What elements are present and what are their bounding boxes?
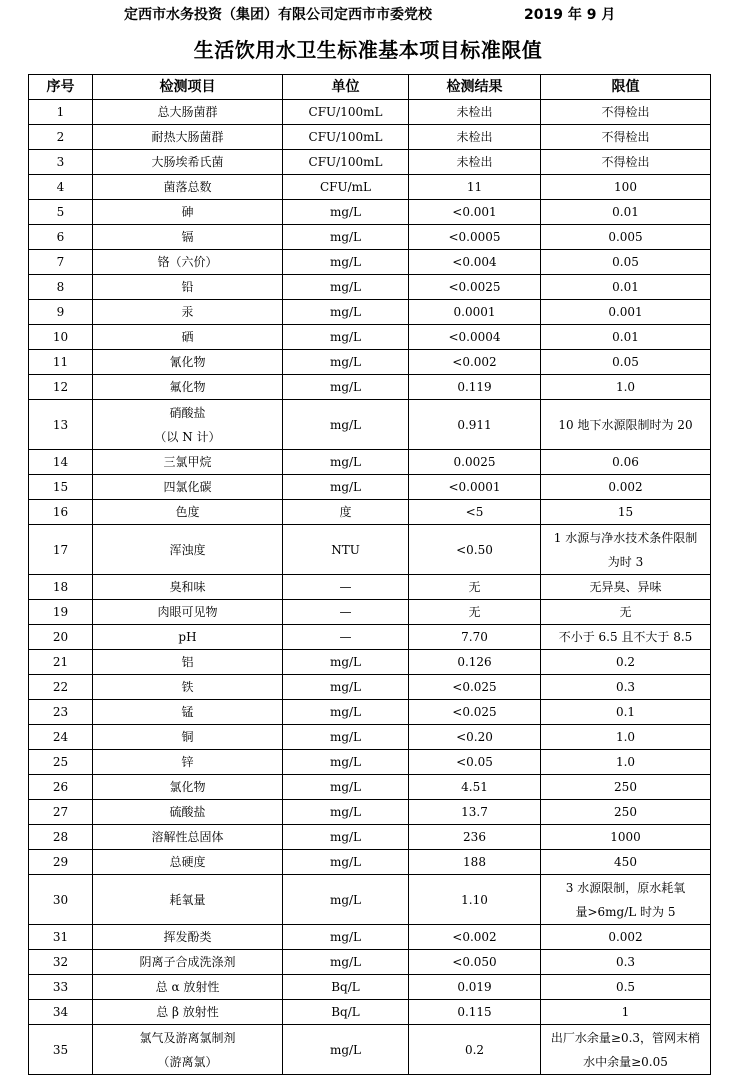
cell-item-line: 硝酸盐 <box>169 405 206 420</box>
cell-item <box>93 875 283 925</box>
cell-result: <0.0001 <box>409 475 541 500</box>
cell-limit-line: 无异臭、异味 <box>589 580 662 594</box>
cell-unit: mg/L <box>283 400 409 450</box>
cell-item <box>93 400 283 450</box>
cell-limit <box>541 125 711 150</box>
column-header-item: 检测项目 <box>93 75 283 100</box>
cell-no: 28 <box>29 825 93 850</box>
cell-limit <box>541 450 711 475</box>
cell-unit: mg/L <box>283 1025 409 1075</box>
document-header <box>0 4 736 26</box>
table-row <box>29 150 711 175</box>
cell-item-line: （以 N 计） <box>154 429 221 444</box>
cell-item <box>93 650 283 675</box>
table-row <box>29 650 711 675</box>
cell-result: 无 <box>409 600 541 625</box>
cell-no: 8 <box>29 275 93 300</box>
cell-unit: mg/L <box>283 875 409 925</box>
cell-result: <0.004 <box>409 250 541 275</box>
cell-item <box>93 1000 283 1025</box>
table-row <box>29 775 711 800</box>
cell-no: 29 <box>29 850 93 875</box>
cell-item <box>93 200 283 225</box>
cell-limit <box>541 700 711 725</box>
cell-item-line: 铜 <box>181 730 194 744</box>
cell-result: <0.50 <box>409 525 541 575</box>
cell-no: 4 <box>29 175 93 200</box>
cell-item <box>93 325 283 350</box>
table-row <box>29 250 711 275</box>
cell-result: <0.20 <box>409 725 541 750</box>
cell-unit: CFU/100mL <box>283 125 409 150</box>
cell-item <box>93 950 283 975</box>
table-row <box>29 950 711 975</box>
cell-no: 14 <box>29 450 93 475</box>
cell-no: 5 <box>29 200 93 225</box>
cell-item-line: 氯化物 <box>169 780 206 794</box>
table-row <box>29 400 711 450</box>
cell-result: <0.05 <box>409 750 541 775</box>
cell-limit <box>541 650 711 675</box>
cell-item <box>93 800 283 825</box>
cell-item-line: 锰 <box>181 705 194 719</box>
cell-item <box>93 825 283 850</box>
cell-item <box>93 175 283 200</box>
cell-item <box>93 225 283 250</box>
cell-limit-line: 1.0 <box>615 380 636 394</box>
cell-item-line: 菌落总数 <box>163 180 212 194</box>
cell-item <box>93 375 283 400</box>
cell-no: 22 <box>29 675 93 700</box>
cell-unit: mg/L <box>283 750 409 775</box>
cell-result: <0.0025 <box>409 275 541 300</box>
cell-item-line: 肉眼可见物 <box>157 605 218 619</box>
cell-result: <0.025 <box>409 700 541 725</box>
cell-unit: mg/L <box>283 650 409 675</box>
table-row <box>29 800 711 825</box>
cell-limit <box>541 825 711 850</box>
cell-item-line: 臭和味 <box>169 580 206 594</box>
cell-no: 9 <box>29 300 93 325</box>
table-row <box>29 325 711 350</box>
cell-limit <box>541 875 711 925</box>
cell-limit-line: 3 水源限制，原水耗氧 <box>565 880 686 895</box>
cell-item-line: （游离氯） <box>157 1054 218 1069</box>
cell-no: 13 <box>29 400 93 450</box>
table-row <box>29 125 711 150</box>
table-row <box>29 700 711 725</box>
cell-unit: CFU/100mL <box>283 150 409 175</box>
cell-no: 1 <box>29 100 93 125</box>
cell-unit: CFU/100mL <box>283 100 409 125</box>
cell-unit: mg/L <box>283 800 409 825</box>
cell-limit <box>541 150 711 175</box>
cell-limit-line: 0.01 <box>612 280 639 294</box>
cell-result: <0.0004 <box>409 325 541 350</box>
cell-item-line: 阴离子合成洗涤剂 <box>139 955 236 969</box>
table-row <box>29 375 711 400</box>
cell-no: 20 <box>29 625 93 650</box>
table-row <box>29 300 711 325</box>
cell-no: 6 <box>29 225 93 250</box>
cell-item <box>93 1025 283 1075</box>
cell-no: 32 <box>29 950 93 975</box>
cell-result: 0.0025 <box>409 450 541 475</box>
cell-no: 11 <box>29 350 93 375</box>
cell-limit-line: 0.05 <box>612 355 639 369</box>
cell-item-line: 镉 <box>181 230 194 244</box>
cell-no: 31 <box>29 925 93 950</box>
cell-no: 26 <box>29 775 93 800</box>
page-title: 生活饮用水卫生标准基本项目标准限值 <box>193 38 543 62</box>
cell-limit-line: 0.1 <box>615 705 636 719</box>
cell-limit <box>541 675 711 700</box>
cell-item <box>93 925 283 950</box>
cell-result: <5 <box>409 500 541 525</box>
cell-limit-line: 为时 3 <box>607 554 644 569</box>
cell-result: <0.002 <box>409 925 541 950</box>
cell-unit: — <box>283 600 409 625</box>
cell-item <box>93 525 283 575</box>
table-row <box>29 825 711 850</box>
cell-limit <box>541 225 711 250</box>
cell-item <box>93 250 283 275</box>
cell-limit <box>541 100 711 125</box>
cell-result: 无 <box>409 575 541 600</box>
table-row <box>29 1000 711 1025</box>
table-row <box>29 225 711 250</box>
cell-unit: mg/L <box>283 225 409 250</box>
cell-limit-line: 450 <box>614 855 637 869</box>
cell-limit <box>541 950 711 975</box>
cell-limit-line: 不得检出 <box>601 130 650 144</box>
cell-item-line: 氰化物 <box>169 355 206 369</box>
cell-unit: mg/L <box>283 300 409 325</box>
cell-item-line: 铅 <box>181 280 194 294</box>
cell-limit-line: 0.005 <box>608 230 643 244</box>
cell-unit: — <box>283 575 409 600</box>
cell-item <box>93 500 283 525</box>
cell-limit-line: 量>6mg/L 时为 5 <box>575 904 676 919</box>
cell-limit-line: 0.05 <box>612 255 639 269</box>
cell-limit-line: 不小于 6.5 且不大于 8.5 <box>558 630 693 644</box>
cell-limit-line: 1.0 <box>615 730 636 744</box>
cell-result: 0.911 <box>409 400 541 450</box>
cell-limit-line: 1.0 <box>615 755 636 769</box>
cell-unit: mg/L <box>283 325 409 350</box>
cell-limit-line: 1 水源与净水技术条件限制 <box>553 530 698 545</box>
cell-result: 0.126 <box>409 650 541 675</box>
table-row <box>29 475 711 500</box>
cell-limit-line: 0.01 <box>612 205 639 219</box>
cell-item <box>93 450 283 475</box>
cell-unit: mg/L <box>283 275 409 300</box>
table-row <box>29 875 711 925</box>
cell-item-line: 三氯甲烷 <box>163 455 212 469</box>
cell-no: 10 <box>29 325 93 350</box>
cell-item-line: 耗氧量 <box>169 892 206 907</box>
standards-table <box>28 74 711 1075</box>
cell-result: 7.70 <box>409 625 541 650</box>
cell-result: <0.050 <box>409 950 541 975</box>
table-body <box>29 100 711 1075</box>
cell-item <box>93 350 283 375</box>
cell-limit-line: 15 <box>617 505 634 519</box>
cell-item-line: 浑浊度 <box>169 542 206 557</box>
table-row <box>29 625 711 650</box>
cell-no: 21 <box>29 650 93 675</box>
cell-unit: mg/L <box>283 475 409 500</box>
table-row <box>29 200 711 225</box>
cell-item-line: 耐热大肠菌群 <box>151 130 224 144</box>
table-row <box>29 1025 711 1075</box>
table-row <box>29 975 711 1000</box>
cell-item-line: pH <box>178 630 197 644</box>
cell-limit <box>541 300 711 325</box>
cell-limit-line: 不得检出 <box>601 155 650 169</box>
cell-no: 33 <box>29 975 93 1000</box>
cell-item <box>93 575 283 600</box>
cell-limit <box>541 625 711 650</box>
cell-limit-line: 0.3 <box>615 955 636 969</box>
cell-limit <box>541 725 711 750</box>
cell-limit <box>541 200 711 225</box>
cell-limit-line: 不得检出 <box>601 105 650 119</box>
cell-limit-line: 250 <box>614 805 637 819</box>
table-row <box>29 450 711 475</box>
cell-item <box>93 975 283 1000</box>
cell-item <box>93 750 283 775</box>
cell-no: 15 <box>29 475 93 500</box>
cell-limit <box>541 375 711 400</box>
cell-no: 25 <box>29 750 93 775</box>
cell-item-line: 硫酸盐 <box>169 805 206 819</box>
cell-item <box>93 700 283 725</box>
cell-result: 0.0001 <box>409 300 541 325</box>
cell-limit <box>541 750 711 775</box>
cell-result: 0.2 <box>409 1025 541 1075</box>
cell-limit <box>541 850 711 875</box>
cell-limit <box>541 325 711 350</box>
cell-unit: mg/L <box>283 925 409 950</box>
table-row <box>29 100 711 125</box>
cell-unit: mg/L <box>283 725 409 750</box>
cell-unit: Bq/L <box>283 1000 409 1025</box>
cell-item-line: 四氯化碳 <box>163 480 212 494</box>
cell-unit: mg/L <box>283 825 409 850</box>
cell-unit: mg/L <box>283 350 409 375</box>
cell-limit <box>541 275 711 300</box>
cell-no: 16 <box>29 500 93 525</box>
cell-limit <box>541 775 711 800</box>
column-header-no: 序号 <box>29 75 93 100</box>
cell-limit <box>541 1025 711 1075</box>
cell-limit <box>541 1000 711 1025</box>
cell-item <box>93 600 283 625</box>
cell-result: 未检出 <box>409 125 541 150</box>
cell-no: 34 <box>29 1000 93 1025</box>
cell-limit <box>541 475 711 500</box>
cell-limit-line: 0.5 <box>615 980 636 994</box>
cell-item-line: 挥发酚类 <box>163 930 212 944</box>
cell-no: 35 <box>29 1025 93 1075</box>
cell-item <box>93 850 283 875</box>
cell-result: <0.002 <box>409 350 541 375</box>
cell-limit-line: 0.002 <box>608 480 643 494</box>
cell-item-line: 氯气及游离氯制剂 <box>139 1030 236 1045</box>
cell-limit-line: 1000 <box>610 830 641 844</box>
cell-result: 0.019 <box>409 975 541 1000</box>
table-row <box>29 275 711 300</box>
cell-limit <box>541 925 711 950</box>
cell-result: 11 <box>409 175 541 200</box>
cell-item-line: 总 α 放射性 <box>155 980 220 994</box>
table-row <box>29 575 711 600</box>
cell-result: 4.51 <box>409 775 541 800</box>
cell-unit: mg/L <box>283 450 409 475</box>
cell-item-line: 铬（六价） <box>157 255 218 269</box>
cell-limit <box>541 500 711 525</box>
cell-item-line: 铁 <box>181 680 194 694</box>
cell-result: 未检出 <box>409 150 541 175</box>
cell-item-line: 铝 <box>181 655 194 669</box>
cell-limit-line: 100 <box>614 180 637 194</box>
cell-item <box>93 725 283 750</box>
cell-result: <0.001 <box>409 200 541 225</box>
column-header-limit: 限值 <box>541 75 711 100</box>
cell-unit: mg/L <box>283 700 409 725</box>
cell-result: 0.119 <box>409 375 541 400</box>
cell-limit <box>541 600 711 625</box>
cell-item <box>93 775 283 800</box>
report-date: 2019 年 9 月 <box>524 7 616 23</box>
cell-item-line: 汞 <box>181 305 194 319</box>
cell-limit-line: 1 <box>621 1005 630 1019</box>
cell-limit <box>541 350 711 375</box>
cell-item-line: 总 β 放射性 <box>156 1005 219 1019</box>
cell-item-line: 大肠埃希氏菌 <box>151 155 224 169</box>
table-row <box>29 725 711 750</box>
column-header-result: 检测结果 <box>409 75 541 100</box>
cell-no: 30 <box>29 875 93 925</box>
table-header-row <box>29 75 711 100</box>
cell-item-line: 氟化物 <box>169 380 206 394</box>
table-row <box>29 675 711 700</box>
cell-item-line: 总大肠菌群 <box>157 105 218 119</box>
cell-limit-line: 0.001 <box>608 305 643 319</box>
cell-no: 19 <box>29 600 93 625</box>
cell-no: 3 <box>29 150 93 175</box>
cell-limit <box>541 175 711 200</box>
cell-limit-line: 250 <box>614 780 637 794</box>
table-row <box>29 925 711 950</box>
cell-unit: mg/L <box>283 775 409 800</box>
cell-item <box>93 475 283 500</box>
cell-item-line: 色度 <box>175 505 200 519</box>
cell-no: 17 <box>29 525 93 575</box>
cell-result: 13.7 <box>409 800 541 825</box>
cell-item-line: 砷 <box>181 205 194 219</box>
cell-item-line: 锌 <box>181 755 194 769</box>
cell-item <box>93 275 283 300</box>
cell-result: 未检出 <box>409 100 541 125</box>
cell-limit-line: 出厂水余量≥0.3，管网末梢 <box>550 1030 701 1045</box>
cell-no: 18 <box>29 575 93 600</box>
cell-result: 188 <box>409 850 541 875</box>
cell-unit: NTU <box>283 525 409 575</box>
cell-item <box>93 625 283 650</box>
table-row <box>29 500 711 525</box>
cell-limit-line: 10 地下水源限制时为 20 <box>558 417 693 432</box>
cell-item <box>93 125 283 150</box>
cell-unit: mg/L <box>283 950 409 975</box>
cell-limit-line: 0.002 <box>608 930 643 944</box>
cell-no: 24 <box>29 725 93 750</box>
cell-limit-line: 0.3 <box>615 680 636 694</box>
cell-limit <box>541 975 711 1000</box>
cell-no: 27 <box>29 800 93 825</box>
cell-limit-line: 0.06 <box>612 455 639 469</box>
cell-limit-line: 无 <box>619 605 632 619</box>
cell-unit: mg/L <box>283 250 409 275</box>
cell-item-line: 硒 <box>181 330 194 344</box>
cell-unit: 度 <box>283 500 409 525</box>
cell-item <box>93 675 283 700</box>
cell-unit: mg/L <box>283 375 409 400</box>
cell-limit <box>541 800 711 825</box>
cell-no: 7 <box>29 250 93 275</box>
cell-result: <0.025 <box>409 675 541 700</box>
cell-limit <box>541 400 711 450</box>
cell-item <box>93 150 283 175</box>
cell-item <box>93 100 283 125</box>
cell-no: 23 <box>29 700 93 725</box>
cell-result: 236 <box>409 825 541 850</box>
cell-unit: — <box>283 625 409 650</box>
cell-limit <box>541 250 711 275</box>
cell-result: <0.0005 <box>409 225 541 250</box>
cell-limit <box>541 575 711 600</box>
table-row <box>29 175 711 200</box>
cell-result: 0.115 <box>409 1000 541 1025</box>
cell-unit: CFU/mL <box>283 175 409 200</box>
table-row <box>29 350 711 375</box>
cell-limit-line: 水中余量≥0.05 <box>583 1054 668 1069</box>
column-header-unit: 单位 <box>283 75 409 100</box>
organization-name: 定西市水务投资（集团）有限公司定西市市委党校 <box>124 7 432 23</box>
cell-result: 1.10 <box>409 875 541 925</box>
cell-limit-line: 0.01 <box>612 330 639 344</box>
cell-no: 12 <box>29 375 93 400</box>
cell-item-line: 溶解性总固体 <box>151 830 224 844</box>
table-row <box>29 525 711 575</box>
cell-limit-line: 0.2 <box>615 655 636 669</box>
cell-unit: mg/L <box>283 850 409 875</box>
cell-unit: mg/L <box>283 675 409 700</box>
cell-no: 2 <box>29 125 93 150</box>
cell-item-line: 总硬度 <box>169 855 206 869</box>
cell-unit: mg/L <box>283 200 409 225</box>
table-row <box>29 750 711 775</box>
cell-unit: Bq/L <box>283 975 409 1000</box>
table-row <box>29 850 711 875</box>
table-row <box>29 600 711 625</box>
cell-limit <box>541 525 711 575</box>
cell-item <box>93 300 283 325</box>
